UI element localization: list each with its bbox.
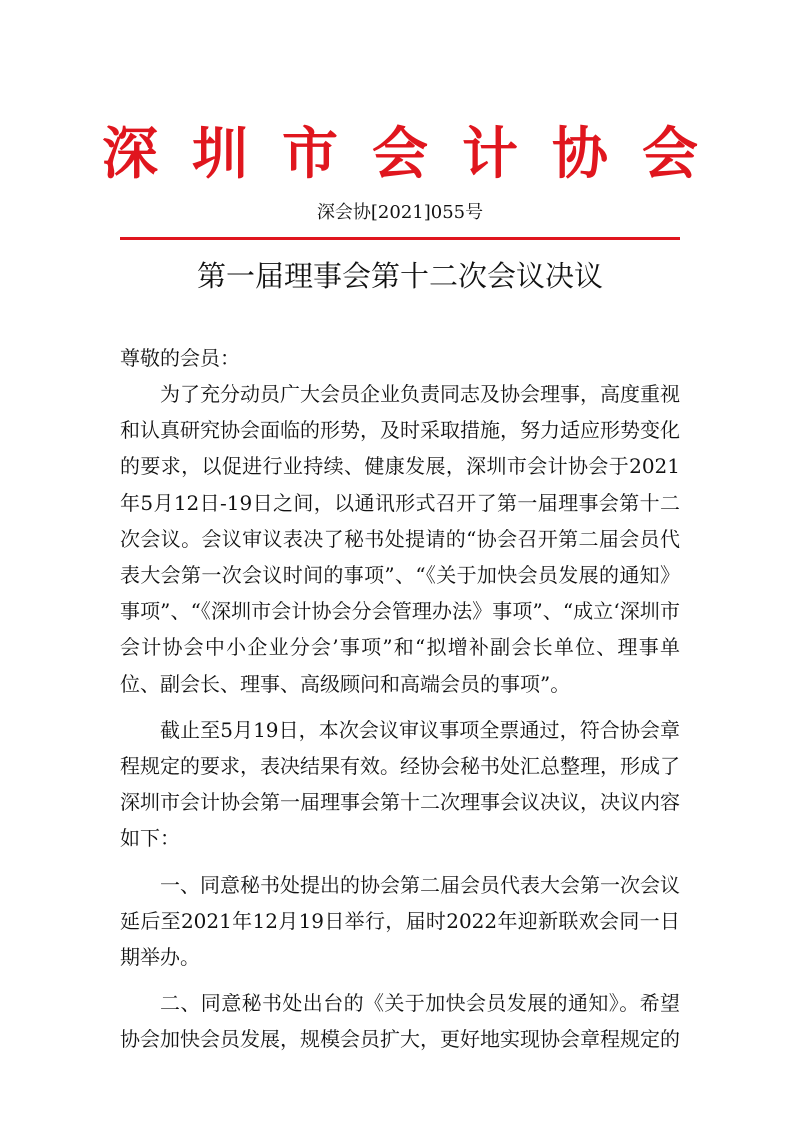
paragraph-resolution-2: 二、同意秘书处出台的《关于加快会员发展的通知》。希望协会加快会员发展，规模会员扩大，更好地实现协会章程规定的 <box>120 991 680 1052</box>
paragraph-result: 截止至5月19日，本次会议审议事项全票通过，符合协会章程规定的要求，表决结果有效。经协会秘书处汇总整理，形成了深圳市会计协会第一届理事会第十二次理事会议决议，决议内容如下： <box>120 717 680 851</box>
document-number: 深会协[2021]055号 <box>316 202 484 223</box>
salutation: 尊敬的会员： <box>120 346 240 370</box>
letterhead-red-rule <box>120 237 680 240</box>
paragraph-resolution-1: 一、同意秘书处提出的协会第二届会员代表大会第一次会议延后至2021年12月19日举行，届时2022年迎新联欢会同一日期举办。 <box>120 872 680 970</box>
paragraph-intro: 为了充分动员广大会员企业负责同志及协会理事，高度重视和认真研究协会面临的形势，及时采取措施，努力适应形势变化的要求，以促进行业持续、健康发展，深圳市会计协会于2021年5月12日-19日之间，以通讯形式召开了第一届理事会第十二次会议。会议审议表决了秘书处提请的“协会召开第二届会员代表大会第一次会议时间的事项”、“《关于加快会员发展的通知》事项”、“《深圳市会计协会分会管理办法》事项”、“成立‘深圳市会计协会中小企业分会’事项”和“拟增补副会长单位、理事单位、副会长、理事、高级顾问和高端会员的事项”。 <box>120 382 680 696</box>
document-title: 第一届理事会第十二次会议决议 <box>196 259 603 293</box>
letterhead-organization-name: 深圳市会计协会 <box>102 121 732 187</box>
document-body <box>120 376 680 1058</box>
